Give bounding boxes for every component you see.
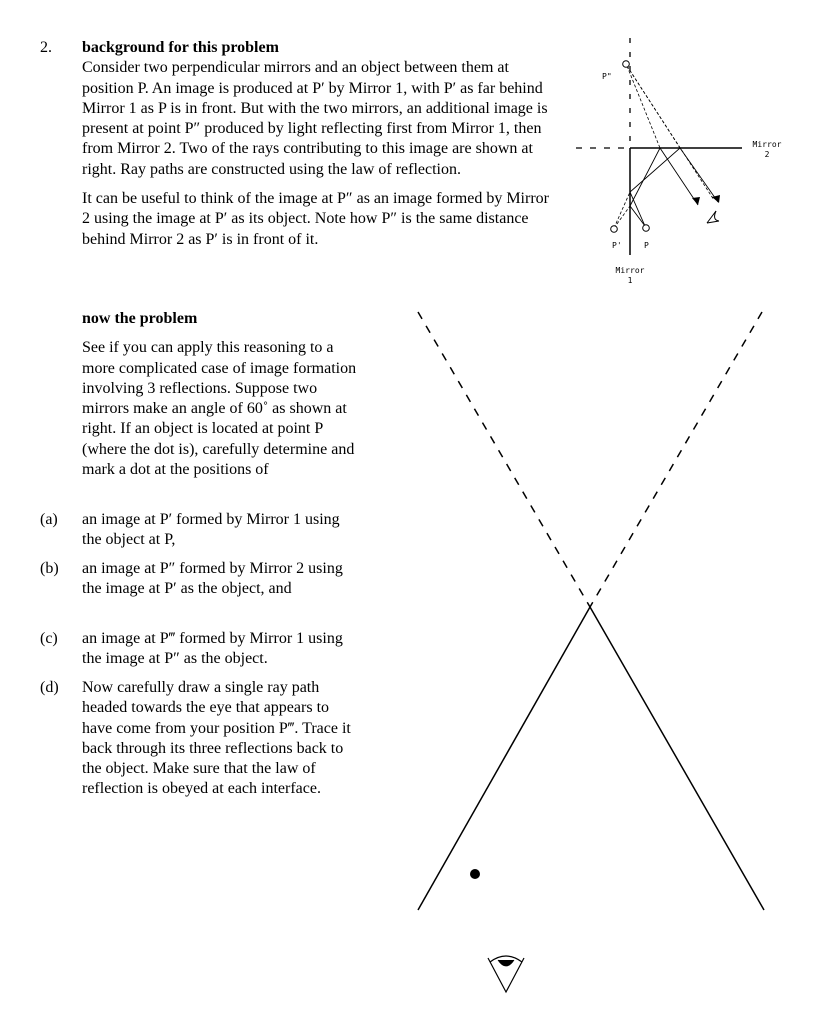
part-c-label: (c) xyxy=(40,630,58,647)
part-a-text: an image at P′ formed by Mirror 1 using the object at P, xyxy=(82,511,340,549)
mirror2-label-line1: Mirror xyxy=(752,140,782,149)
part-d-label: (d) xyxy=(40,679,59,696)
part-b-label: (b) xyxy=(40,560,59,577)
problem-intro: See if you can apply this reasoning to a more complicated case of image formation involving 3 reflections. Suppose two mirrors make an angle of 60˚ as shown at right. If an object is located at point P (where the dot is), carefully determine and mark a dot at the positions of xyxy=(82,339,357,479)
mirror-right-line xyxy=(590,607,764,910)
background-paragraph-1: Consider two perpendicular mirrors and an object between them at position P. An image is produced at P′ by Mirror 1, with P′ as far behind Mirror 1 as P is in front. But with the two mirrors, an additional image is present at point P″ produced by light reflecting first from Mirror 1, then from Mirror 2. Two of the rays contributing to this image are shown at right. Ray paths are constructed using the law of reflection. xyxy=(82,59,548,178)
eye-icon xyxy=(488,956,524,992)
background-paragraph-2: It can be useful to think of the image at P″ as an image formed by Mirror 2 using the image at P′ as its object. Note how P″ is the same distance behind Mirror 2 as P′ is in front of it. xyxy=(82,190,549,248)
mirror1-label-line2: 1 xyxy=(627,276,633,285)
part-a-label: (a) xyxy=(40,511,58,528)
part-c-text: an image at P‴ formed by Mirror 1 using the image at P″ as the object. xyxy=(82,630,343,668)
part-b-text: an image at P″ formed by Mirror 2 using the image at P′ as the object, and xyxy=(82,560,343,598)
mirror-left-dashed-extension xyxy=(418,312,590,607)
mirror-right-dashed-extension xyxy=(590,312,762,607)
object-dot xyxy=(470,869,480,879)
mirror-left-line xyxy=(418,607,590,910)
problem-heading: now the problem xyxy=(82,310,198,327)
label-p-prime: P' xyxy=(612,241,622,250)
problem-number: 2. xyxy=(40,39,52,56)
part-d-text: Now carefully draw a single ray path headed towards the eye that appears to have come from your position P‴. Trace it back through its three reflections back to the object. Make sure that the law of reflection is obeyed at each interface. xyxy=(82,679,351,798)
background-heading: background for this problem xyxy=(82,39,279,56)
mirror2-label-line2: 2 xyxy=(764,150,770,159)
mirror1-label-line1: Mirror xyxy=(615,266,645,275)
label-p: P xyxy=(644,241,649,250)
label-p-double-prime: P" xyxy=(602,72,612,81)
